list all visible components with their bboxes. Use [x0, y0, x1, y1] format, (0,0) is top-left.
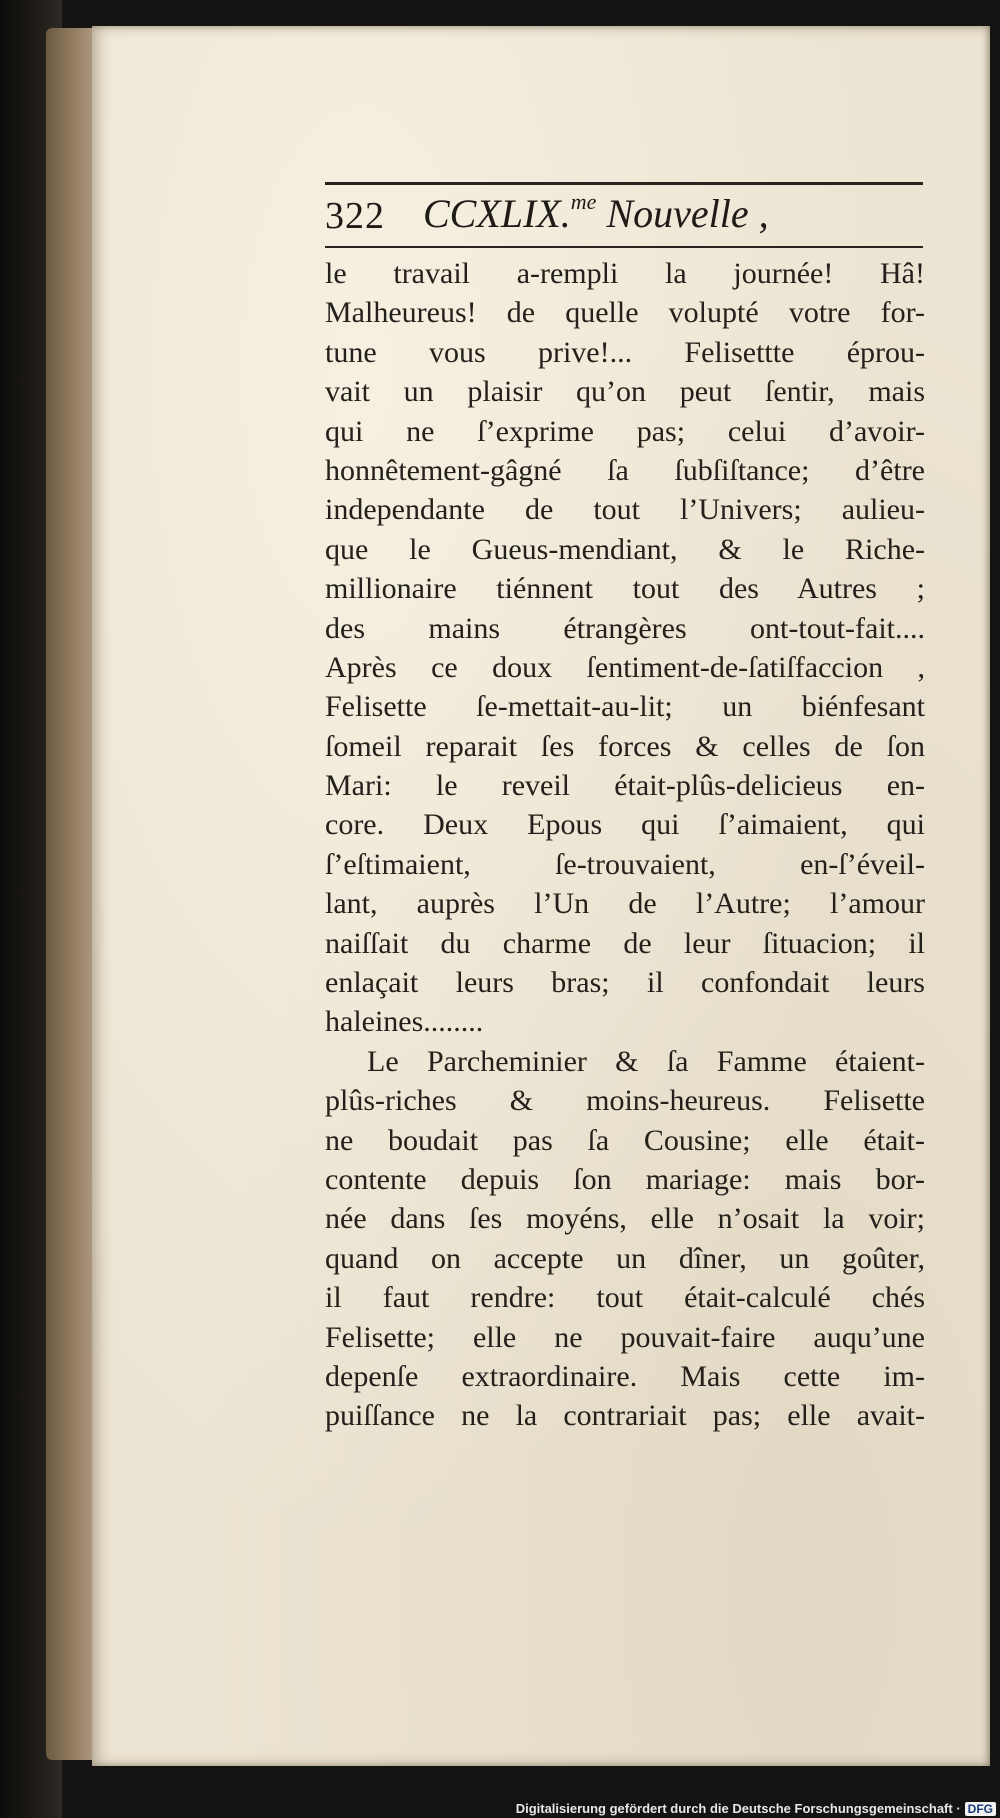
text-line: haleines........: [325, 1005, 484, 1039]
text-line: il faut rendre: tout était-calculé chés: [325, 1281, 925, 1315]
text-line: ſ’eſtimaient, ſe-trouvaient, en-ſ’éveil-: [325, 847, 925, 881]
dfg-logo: DFG: [965, 1802, 996, 1816]
header-rule-top: [325, 182, 923, 185]
text-line: tune vous prive!... Felisettte éprou-: [325, 335, 925, 369]
running-head: [325, 190, 925, 244]
text-line: core. Deux Epous qui ſ’aimaient, qui: [325, 808, 925, 842]
text-line: puiſſance ne la contrariait pas; elle avait-: [325, 1399, 925, 1433]
text-line: ne boudait pas ſa Cousine; elle était-: [325, 1123, 925, 1157]
chapter-heading: [423, 190, 769, 237]
text-line: plûs-riches & moins-heureus. Felisette: [325, 1084, 925, 1118]
text-line: contente depuis ſon mariage: mais bor-: [325, 1162, 925, 1196]
text-line: le travail a-rempli la journée! Hâ!: [325, 257, 925, 290]
text-line: depenſe extraordinaire. Mais cette im-: [325, 1359, 925, 1393]
text-line: vait un plaisir qu’on peut ſentir, mais: [325, 375, 925, 409]
text-line: Mari: le reveil était-plûs-delicieus en-: [325, 769, 925, 803]
text-line: que le Gueus-mendiant, & le Riche-: [325, 532, 925, 566]
text-line: ſomeil reparait ſes forces & celles de ſon: [325, 729, 925, 763]
text-line: née dans ſes moyéns, elle n’osait la voir;: [325, 1202, 925, 1236]
text-line: Le Parcheminier & ſa Famme étaient-: [367, 1044, 925, 1078]
book-page: [92, 26, 990, 1766]
text-line: Felisette; elle ne pouvait-faire auqu’une: [325, 1320, 925, 1354]
text-line: Felisette ſe-mettait-au-lit; un biénfesant: [325, 690, 925, 724]
text-line: qui ne ſ’exprime pas; celui d’avoir-: [325, 414, 925, 448]
text-line: quand on accepte un dîner, un goûter,: [325, 1241, 925, 1275]
body-text: [325, 254, 925, 1436]
text-line: millionaire tiénnent tout des Autres ;: [325, 572, 925, 606]
text-line: naiſſait du charme de leur ſituacion; il: [325, 926, 925, 960]
chapter-ordinal-suffix: me: [570, 188, 597, 214]
chapter-numeral: CCXLIX.: [423, 191, 571, 236]
header-rule-bottom: [325, 246, 923, 248]
text-line: honnêtement-gâgné ſa ſubſiſtance; d’être: [325, 453, 925, 487]
page-number: 322: [325, 195, 385, 237]
text-line: Après ce doux ſentiment-de-ſatiſfaccion ,: [325, 650, 925, 684]
text-line: des mains étrangères ont-tout-fait....: [325, 611, 925, 645]
text-line: enlaçait leurs bras; il confondait leurs: [325, 966, 925, 1000]
text-line: Malheureus! de quelle volupté votre for-: [325, 296, 925, 330]
text-line: independante de tout l’Univers; aulieu-: [325, 493, 925, 527]
text-line: lant, auprès l’Un de l’Autre; l’amour: [325, 887, 925, 921]
credit-text: Digitalisierung gefördert durch die Deutsche Forschungsgemeinschaft ·: [515, 1801, 961, 1816]
chapter-word: Nouvelle ,: [606, 191, 769, 236]
digitization-credit: [516, 1801, 996, 1816]
